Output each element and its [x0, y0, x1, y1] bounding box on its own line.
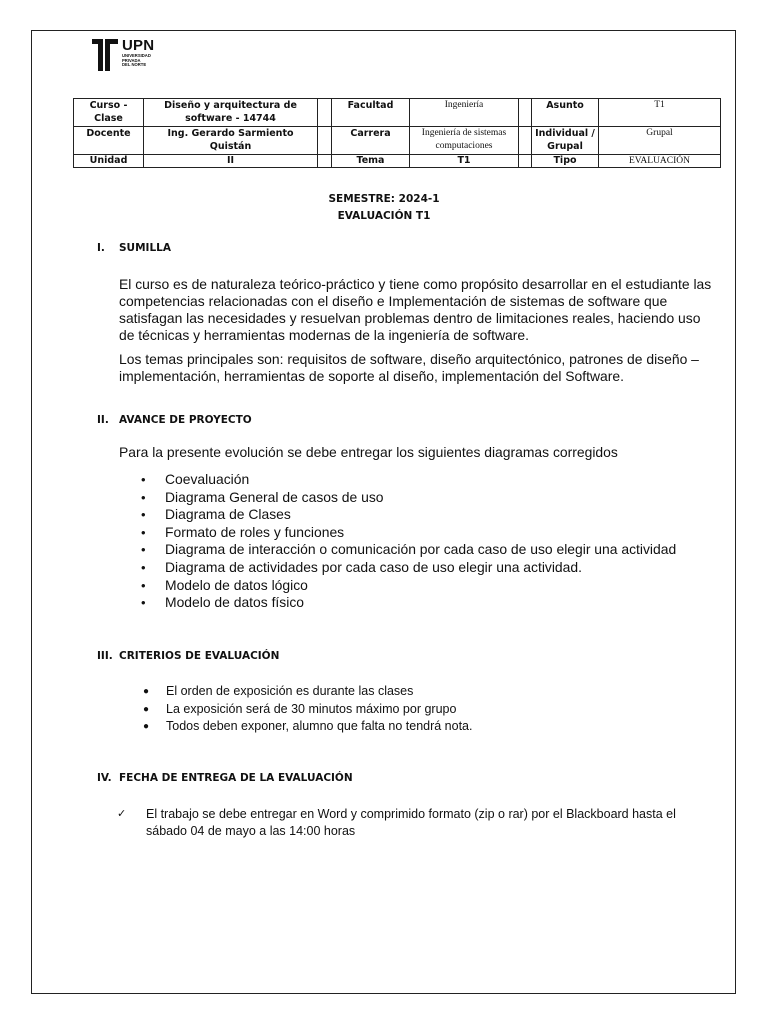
- checkmark-icon: ✓: [117, 807, 127, 820]
- list-item: ● Todos deben exponer, alumno que falta no tendrá nota.: [143, 719, 473, 733]
- modalidad-label: Individual / Grupal: [532, 127, 599, 155]
- asunto-value: T1: [599, 99, 721, 127]
- section-heading-avance: II. AVANCE DE PROYECTO: [97, 414, 252, 426]
- sumilla-paragraph-1: El curso es de naturaleza teórico-práctico y tiene como propósito desarrollar en el estudiante las competencias relacionadas con el diseño e Implementación de sistemas de software que satisfagan las necesidades y resuelvan problemas dentro de limitaciones reales, haciendo uso de técnicas y herramientas modernas de la ingeniería de software.: [119, 276, 712, 343]
- list-item: • Modelo de datos lógico: [141, 576, 308, 593]
- section-heading-criterios: III. CRITERIOS DE EVALUACIÓN: [97, 650, 280, 662]
- list-item: • Diagrama de Clases: [141, 506, 291, 523]
- carrera-label: Carrera: [332, 127, 410, 155]
- list-item: • Diagrama de actividades por cada caso de uso elegir una actividad.: [141, 558, 582, 575]
- unidad-label: Unidad: [74, 155, 144, 168]
- facultad-label: Facultad: [332, 99, 410, 127]
- list-item: • Formato de roles y funciones: [141, 523, 345, 540]
- docente-label: Docente: [74, 127, 144, 155]
- section-heading-fecha: IV. FECHA DE ENTREGA DE LA EVALUACIÓN: [97, 772, 353, 784]
- upn-logo-icon: [92, 37, 118, 73]
- modalidad-value: Grupal: [599, 127, 721, 155]
- tipo-value: EVALUACIÓN: [599, 155, 721, 168]
- list-item: • Diagrama de interacción o comunicación por cada caso de uso elegir una actividad: [141, 541, 677, 558]
- list-item: ● El orden de exposición es durante las clases: [143, 684, 414, 698]
- facultad-value: Ingeniería: [410, 99, 519, 127]
- table-spacer: [318, 127, 332, 155]
- evaluation-title: EVALUACIÓN T1: [337, 210, 431, 222]
- tema-label: Tema: [332, 155, 410, 168]
- table-spacer: [318, 155, 332, 168]
- curso-value: Diseño y arquitectura de software - 14744: [144, 99, 318, 127]
- logo-subtitle: UNIVERSIDAD PRIVADA DEL NORTE: [122, 53, 151, 68]
- deliverables-list: [141, 471, 676, 612]
- unidad-value: II: [144, 155, 318, 168]
- asunto-label: Asunto: [532, 99, 599, 127]
- section-heading-sumilla: I. SUMILLA: [97, 242, 171, 254]
- course-info-table: [73, 98, 721, 168]
- carrera-value: Ingeniería de sistemas computaciones: [410, 127, 519, 155]
- table-spacer: [519, 127, 532, 155]
- logo-brand: UPN: [122, 37, 155, 54]
- table-spacer: [318, 99, 332, 127]
- tema-value: T1: [410, 155, 519, 168]
- list-item: • Diagrama General de casos de uso: [141, 488, 384, 505]
- upn-logo: [92, 37, 172, 73]
- docente-value: Ing. Gerardo Sarmiento Quistán: [144, 127, 318, 155]
- criteria-list: [141, 683, 472, 736]
- semester-title: SEMESTRE: 2024-1: [328, 193, 440, 205]
- list-item: • Coevaluación: [141, 471, 250, 487]
- tipo-label: Tipo: [532, 155, 599, 168]
- list-item: ● La exposición será de 30 minutos máximo por grupo: [143, 701, 457, 716]
- table-spacer: [519, 155, 532, 168]
- list-item: • Modelo de datos físico: [141, 594, 304, 611]
- sumilla-paragraph-2: Los temas principales son: requisitos de software, diseño arquitectónico, patrones de diseño – implementación, herramientas de soporte al diseño, implementación del Software.: [119, 351, 699, 384]
- avance-intro: Para la presente evolución se debe entregar los siguientes diagramas corregidos: [119, 444, 618, 460]
- table-spacer: [519, 99, 532, 127]
- curso-label: Curso - Clase: [74, 99, 144, 127]
